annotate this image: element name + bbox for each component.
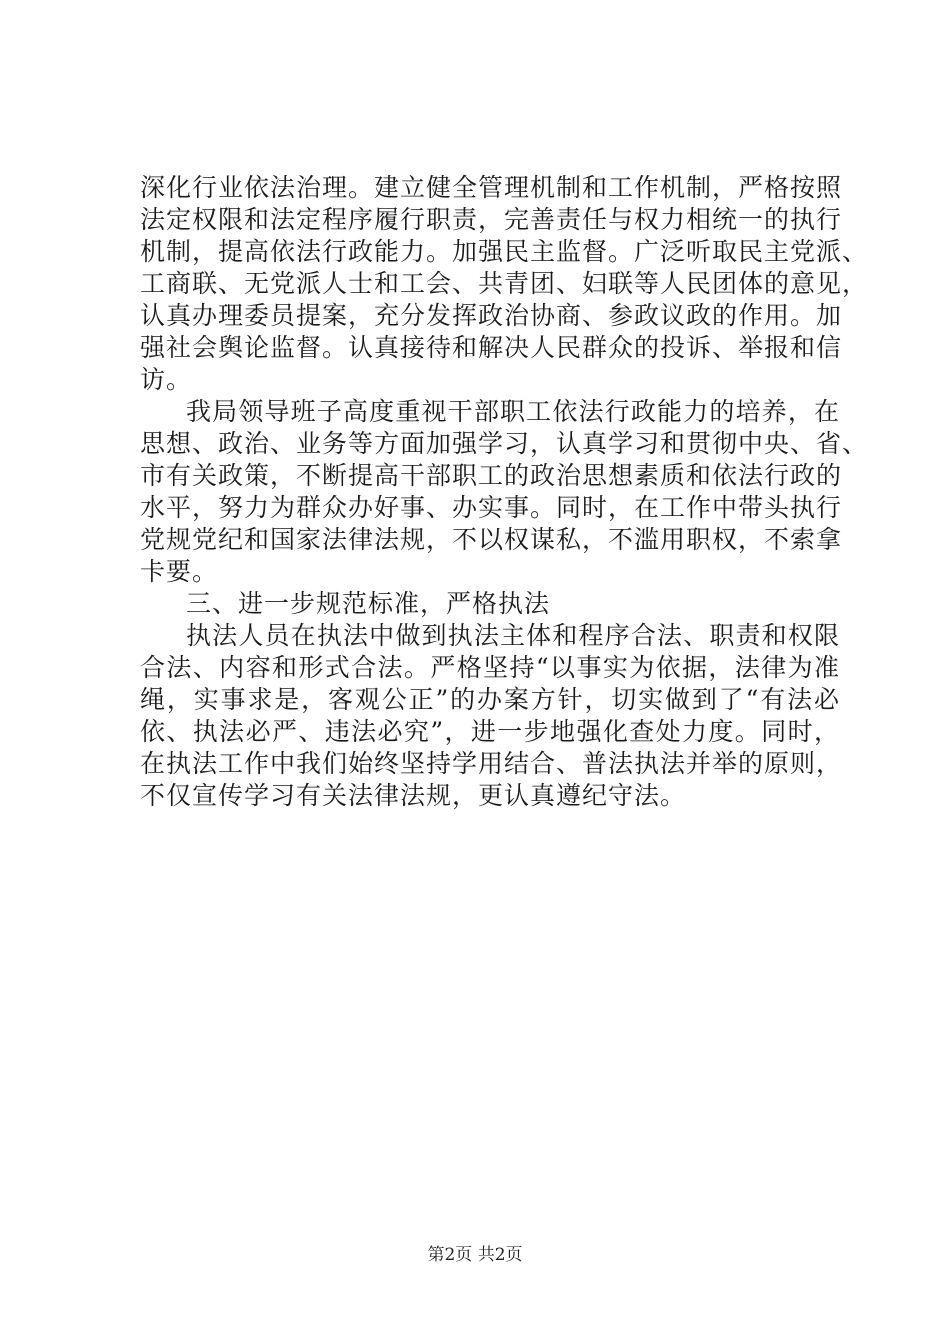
document-body bbox=[140, 172, 869, 812]
body-line: 法定权限和法定程序履行职责，完善责任与权力相统一的执行 bbox=[140, 205, 843, 234]
body-line: 机制，提高依法行政能力。加强民主监督。广泛听取民主党派、 bbox=[140, 237, 869, 266]
paragraph-first-line: 执法人员在执法中做到执法主体和程序合法、职责和权限 bbox=[186, 621, 840, 650]
body-line: 工商联、无党派人士和工会、共青团、妇联等人民团体的意见， bbox=[140, 269, 869, 298]
body-line: 卡要。 bbox=[140, 557, 219, 586]
body-line: 认真办理委员提案，充分发挥政治协商、参政议政的作用。加 bbox=[140, 301, 843, 330]
page-footer: 第2页 共2页 bbox=[427, 1245, 523, 1265]
body-line: 党规党纪和国家法律法规，不以权谋私，不滥用职权，不索拿 bbox=[140, 525, 843, 554]
body-line: 深化行业依法治理。建立健全管理机制和工作机制，严格按照 bbox=[140, 173, 843, 202]
section-heading: 三、进一步规范标准，严格执法 bbox=[186, 589, 551, 618]
body-line: 强社会舆论监督。认真接待和解决人民群众的投诉、举报和信 bbox=[140, 333, 843, 362]
body-line: 水平，努力为群众办好事、办实事。同时，在工作中带头执行 bbox=[140, 493, 843, 522]
body-line: 思想、政治、业务等方面加强学习，认真学习和贯彻中央、省、 bbox=[140, 429, 869, 458]
body-line: 不仅宣传学习有关法律法规，更认真遵纪守法。 bbox=[140, 781, 687, 810]
body-line: 访。 bbox=[140, 365, 193, 394]
body-line: 市有关政策，不断提高干部职工的政治思想素质和依法行政的 bbox=[140, 461, 843, 490]
body-line: 依、执法必严、违法必究”，进一步地强化查处力度。同时， bbox=[140, 717, 840, 746]
body-line: 在执法工作中我们始终坚持学用结合、普法执法并举的原则， bbox=[140, 749, 843, 778]
paragraph-first-line: 我局领导班子高度重视干部职工依法行政能力的培养，在 bbox=[186, 397, 840, 426]
body-line: 绳，实事求是，客观公正”的办案方针，切实做到了“有法必 bbox=[140, 685, 840, 714]
body-line: 合法、内容和形式合法。严格坚持“以事实为依据，法律为准 bbox=[140, 653, 840, 682]
